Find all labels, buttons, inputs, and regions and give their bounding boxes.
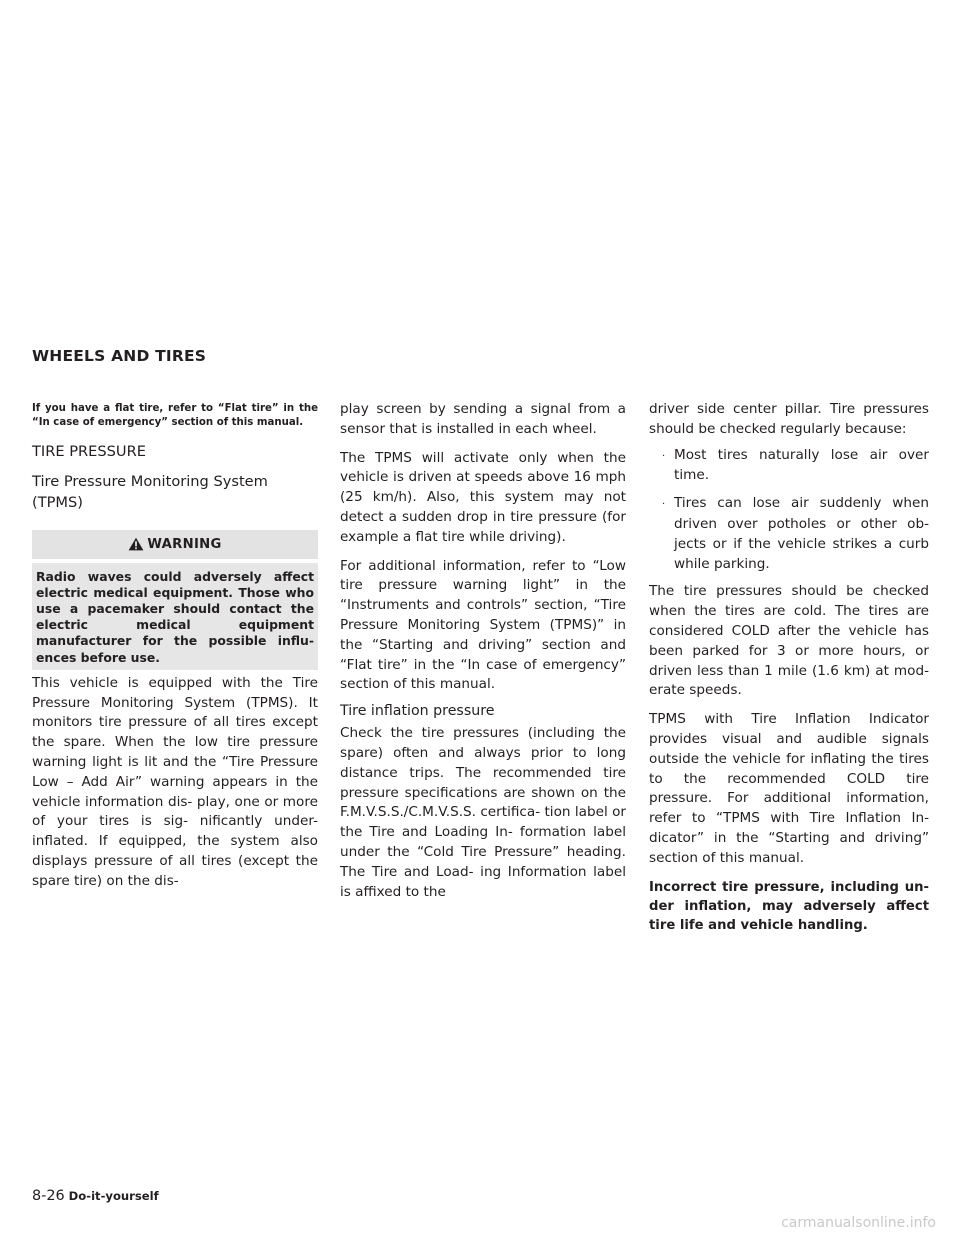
section-header: WHEELS AND TIRES xyxy=(32,347,207,365)
warning-box xyxy=(32,530,318,670)
bullet-list xyxy=(649,446,929,575)
warning-title: WARNING xyxy=(147,536,222,552)
paragraph: Check the tire pressures (including the spare) often and always prior to long distance trips. The recommended tire pressure specifications are shown on the F.M.V.S.S./C.M.V.S.S. certifica- tion label or the Tire and Loading In- formation label under the “Cold Tire Pressure” heading. The Tire and Load- ing Information label is affixed to the xyxy=(340,725,626,900)
paragraph: The TPMS will activate only when the vehicle is driven at speeds above 16 mph (25 km/h). Also, this system may not detect a sudden drop in tire pressure (for example a flat tire while driving). xyxy=(340,449,626,545)
intro-note: If you have a flat tire, refer to “Flat tire” in the “In case of emergency” section of this manual. xyxy=(32,403,318,429)
paragraph: TPMS with Tire Inflation Indicator provides visual and audible signals outside the vehicle for inflating the tires to the recommended COLD tire pressure. For additional information, refer to “TPMS with Tire Inflation In- dicator” in the “Starting and driving” section of this manual. xyxy=(649,711,929,866)
paragraph: This vehicle is equipped with the Tire Pressure Monitoring System (TPMS). It monitors tire pressure of all tires except the spare. When the low tire pressure warning light is lit and the “Tire Pressure Low – Add Air” warning appears in the vehicle information dis- play, one or more of your tires is sig- nificantly under-inflated. If equipped, the system also displays pressure of all tires (except the spare tire) on the dis- xyxy=(32,674,318,889)
page-number: 8-26 xyxy=(32,1188,65,1204)
bold-note: Incorrect tire pressure, including un- der inflation, may adversely affect tire life and vehicle handling. xyxy=(649,879,929,933)
column-2 xyxy=(340,400,626,902)
warning-triangle-icon xyxy=(128,537,144,551)
subheading-tpms: Tire Pressure Monitoring System (TPMS) xyxy=(32,472,268,511)
warning-text: Radio waves could adversely affect electric medical equipment. Those who use a pacemaker should contact the electric medical equipment manufacturer for the possible influ- ences before use. xyxy=(32,563,318,670)
heading-tire-inflation-pressure: Tire inflation pressure xyxy=(340,703,495,720)
heading-tire-pressure: TIRE PRESSURE xyxy=(32,442,146,460)
paragraph: driver side center pillar. Tire pressures should be checked regularly because: xyxy=(649,401,929,437)
column-3 xyxy=(649,400,929,935)
list-item: · Tires can lose air suddenly when driven over potholes or other ob- jects or if the vehicle strikes a curb while parking. xyxy=(662,495,929,572)
warning-header xyxy=(32,530,318,559)
footer-section: Do-it-yourself xyxy=(68,1189,159,1203)
paragraph: For additional information, refer to “Low tire pressure warning light” in the “Instruments and controls” section, “Tire Pressure Monitoring System (TPMS)” in the “Starting and driving” section and “Flat tire” in the “In case of emergency” section of this manual. xyxy=(340,557,626,693)
column-1 xyxy=(32,402,318,892)
list-item: · Most tires naturally lose air over time. xyxy=(662,446,929,484)
paragraph: The tire pressures should be checked when the tires are cold. The tires are considered COLD after the vehicle has been parked for 3 or more hours, or driven less than 1 mile (1.6 km) at mod- erate speeds. xyxy=(649,583,929,699)
page-footer xyxy=(32,1188,159,1204)
watermark: carmanualsonline.info xyxy=(781,1215,936,1231)
paragraph: play screen by sending a signal from a sensor that is installed in each wheel. xyxy=(340,401,626,437)
